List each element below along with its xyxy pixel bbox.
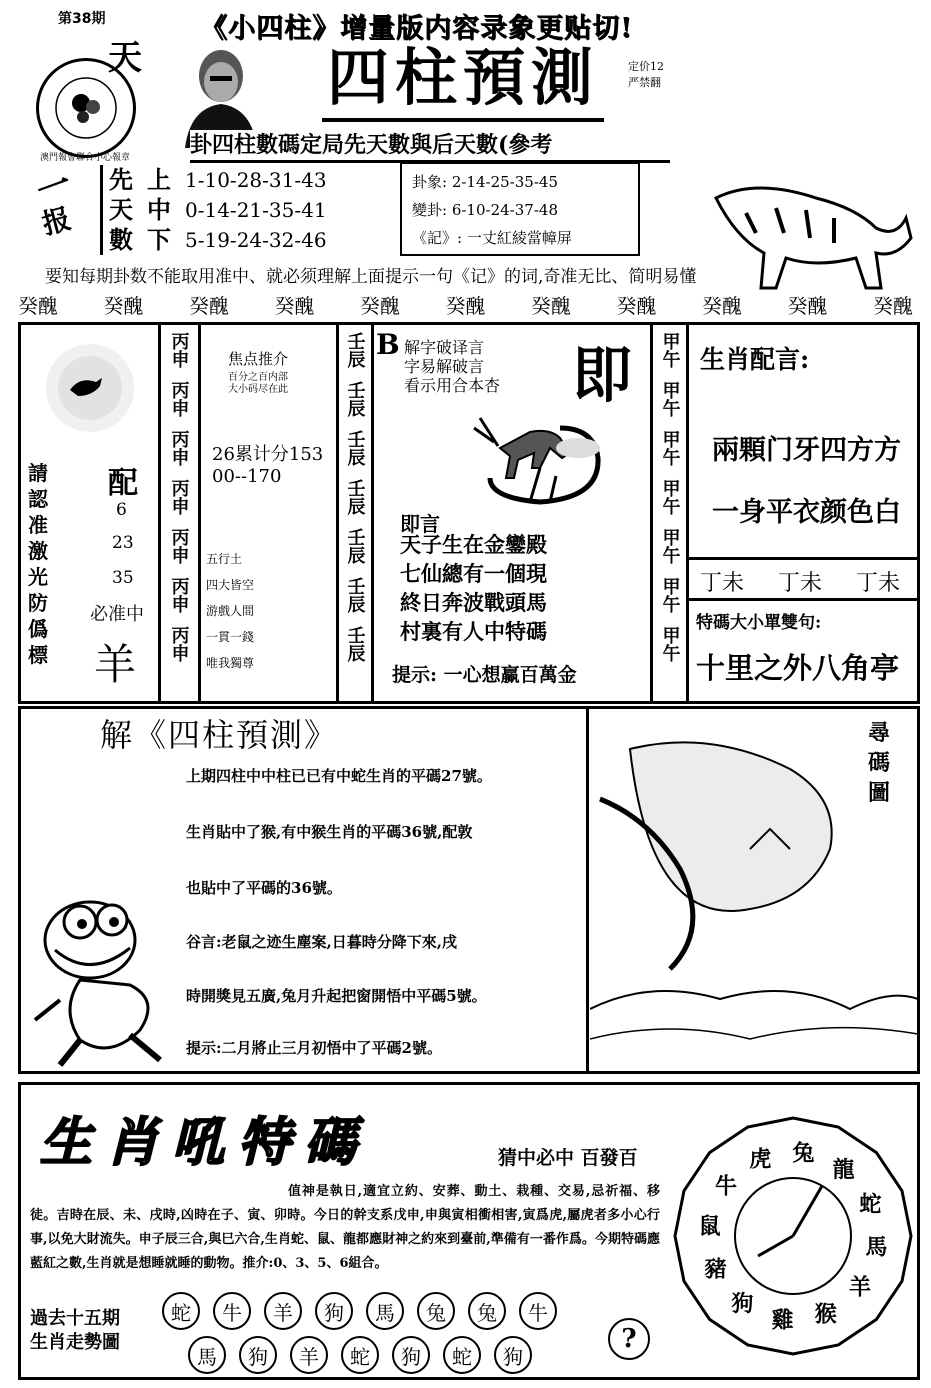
- focus-sub-2: 大小码尽在此: [228, 384, 288, 395]
- slogan-char: 標: [28, 643, 48, 667]
- poem-line: 天子生在金鑾殿: [400, 532, 547, 557]
- trend-ball: 牛: [519, 1292, 557, 1330]
- explain-para: 也貼中了平碼的36號。: [186, 879, 342, 897]
- wheel-label: 羊: [848, 1274, 872, 1301]
- explain-title: 解《四柱預測》: [100, 716, 339, 754]
- pei-label: 配: [108, 466, 138, 501]
- trend-ball: 馬: [188, 1336, 226, 1374]
- riddle-line: 字易解破言: [404, 357, 485, 376]
- xiantian-pos-3: 下: [147, 225, 171, 254]
- wheel-label: 雞: [771, 1307, 794, 1334]
- explain-para: 谷言:老鼠之迹生塵案,日暮時分降下來,戌: [186, 933, 457, 951]
- dingwei-row: [700, 566, 900, 597]
- bottom-banner: 生肖吼特碼: [40, 1112, 371, 1173]
- jiawu-item: 甲午: [659, 430, 681, 466]
- bingshen-item: 丙申: [168, 332, 190, 368]
- guichou-item: 癸醜: [189, 294, 229, 318]
- xiantian-label-1: 先: [109, 165, 133, 194]
- guichou-item: 癸醜: [18, 294, 58, 318]
- jiawu-item: 甲午: [659, 332, 681, 368]
- riddle-lines: [404, 338, 500, 395]
- trend-ball: 蛇: [443, 1336, 481, 1374]
- jiawu-item: 甲午: [659, 479, 681, 515]
- frog-mascot: [20, 890, 190, 1070]
- renchen-item: 壬辰: [344, 528, 366, 564]
- map-label-char: 圖: [868, 780, 891, 806]
- focus-item: 四大皆空: [206, 578, 255, 592]
- wheel-label: 兔: [792, 1140, 815, 1167]
- riddle-big-char: 即: [572, 341, 632, 411]
- dingwei-item: 丁未: [855, 571, 900, 596]
- pei-number-1: 6: [116, 500, 127, 520]
- slogan-char: 請: [28, 461, 48, 485]
- trend-ball: 牛: [213, 1292, 251, 1330]
- guichou-item: 癸醜: [702, 294, 742, 318]
- zodiac-line-2: 一身平衣颜色白: [712, 497, 901, 528]
- slogan-char: 認: [28, 487, 48, 511]
- explain-para: 時開獎見五廣,兔月升起把窗開悟中平碼5號。: [186, 987, 487, 1005]
- xiantian-block: [100, 165, 371, 255]
- price-label-2: 严禁翻: [628, 76, 661, 89]
- guichou-item: 癸醜: [873, 294, 913, 318]
- focus-item: 唯我獨尊: [206, 656, 255, 670]
- guichou-item: 癸醜: [616, 294, 657, 318]
- seal-text: 澳門報會聯合小心報章: [40, 153, 131, 163]
- trend-ball: 羊: [290, 1336, 328, 1374]
- trend-ball: 兔: [417, 1292, 455, 1330]
- renchen-item: 壬辰: [344, 626, 366, 662]
- vertical-slogan: [28, 460, 48, 668]
- side-char-top: 天: [108, 38, 142, 78]
- price-label: 定价12: [628, 60, 664, 73]
- guichou-item: 癸醜: [445, 294, 486, 318]
- focus-list: [206, 546, 254, 676]
- riddle-line: 解字破译言: [404, 338, 485, 357]
- jiawu-item: 甲午: [659, 577, 681, 613]
- side-char-1: 一: [31, 163, 78, 213]
- seal-stamp: [36, 58, 136, 158]
- renchen-item: 壬辰: [344, 479, 366, 515]
- trend-row-1: [162, 1292, 557, 1330]
- jiawu-item: 甲午: [659, 528, 681, 564]
- bingshen-item: 丙申: [168, 626, 190, 662]
- trend-ball: 狗: [239, 1336, 277, 1374]
- trend-row-2: [188, 1336, 532, 1374]
- jiawu-item: 甲午: [659, 381, 681, 417]
- explain-para: 提示:二月將止三月初悟中了平碼2號。: [186, 1039, 442, 1057]
- gua-row-3: 《記》: 一丈紅綾當幛屏: [412, 229, 572, 247]
- bingshen-column: [163, 332, 195, 662]
- focus-title: 焦点推介: [228, 350, 289, 368]
- zodiac-wheel: [672, 1106, 914, 1366]
- dingwei-item: 丁未: [777, 571, 822, 596]
- xiantian-label-2: 天: [109, 195, 133, 224]
- wheel-label: 猴: [814, 1301, 837, 1328]
- trend-ball: 蛇: [162, 1292, 200, 1330]
- map-label-char: 尋: [868, 720, 891, 746]
- xiantian-row-2: 0-14-21-35-41: [185, 198, 327, 222]
- pei-number-2: 23: [112, 533, 134, 553]
- yang-char: 羊: [94, 640, 137, 689]
- trend-ball: 狗: [315, 1292, 353, 1330]
- trend-ball: 蛇: [341, 1336, 379, 1374]
- riddle-line: 看示用合本杏: [404, 376, 501, 395]
- slogan-char: 准: [28, 513, 48, 537]
- focus-item: 五行土: [206, 552, 243, 566]
- bingshen-item: 丙申: [168, 430, 190, 466]
- guichou-item: 癸醜: [274, 294, 315, 318]
- bottom-text: 值神是執日,適宜立約、安葬、動土、栽種、交易,忌祈福、移徒。吉時在辰、未、戌時,凶時在子、寅、卯時。今日的幹支系戊申,申與寅相衝相害,寅爲虎,屬虎者多小心行事,以免大財流失。申子辰三合,與巳六合,生肖蛇、鼠、龍都應財神之約來到臺前,準備有一番作爲。今期特碼應藍紅之數,生肖就是想睡就睡的動物。推介:0、3、5、6組合。: [30, 1184, 660, 1271]
- wheel-label: 虎: [749, 1146, 772, 1173]
- renchen-item: 壬辰: [344, 577, 366, 613]
- past-label-1: 過去十五期: [30, 1308, 120, 1329]
- wheel-label: 狗: [731, 1291, 754, 1317]
- trend-ball: 馬: [366, 1292, 404, 1330]
- past-label-2: 生肖走勢圖: [30, 1332, 120, 1353]
- xiantian-row-1: 1-10-28-31-43: [185, 168, 327, 192]
- dingwei-item: 丁未: [700, 571, 745, 596]
- gua-row-1: 卦象: 2-14-25-35-45: [412, 173, 558, 191]
- trend-ball: 羊: [264, 1292, 302, 1330]
- bottom-tag: 猜中必中 百發百: [498, 1147, 638, 1169]
- side-char-2: 报: [38, 201, 75, 242]
- guichou-item: 癸醜: [531, 294, 571, 318]
- explain-para: 生肖貼中了猴,有中猴生肖的平碼36號,配敦: [186, 823, 473, 841]
- poem-line: 終日奔波戰頭馬: [400, 590, 547, 615]
- riddle-poem: [400, 530, 547, 646]
- riddle-hint: 提示: 一心想赢百萬金: [392, 664, 577, 686]
- zodiac-sub: 特碼大小單雙句:: [696, 613, 822, 633]
- trend-ball: 兔: [468, 1292, 506, 1330]
- zodiac-title: 生肖配言:: [700, 345, 810, 374]
- focus-line-1: 26累计分153: [212, 444, 324, 465]
- riddle-ji-yan: 即言: [400, 512, 440, 536]
- wheel-label: 馬: [865, 1234, 888, 1261]
- guichou-item: 癸醜: [360, 294, 400, 318]
- wheel-label: 蛇: [859, 1191, 882, 1218]
- subtitle-bar: 卦四柱數碼定局先天數與后天數(參考: [190, 130, 670, 163]
- guichou-row: [18, 290, 913, 320]
- renchen-column: [340, 332, 370, 662]
- xiantian-row-3: 5-19-24-32-46: [185, 228, 327, 252]
- zodiac-line-1: 兩顆门牙四方方: [712, 435, 901, 466]
- slogan-char: 光: [28, 565, 48, 589]
- trend-ball: 狗: [494, 1336, 532, 1374]
- slogan-char: 僞: [28, 617, 48, 641]
- map-label-char: 碼: [868, 750, 891, 776]
- issue-number: 第38期: [58, 11, 106, 27]
- guichou-item: 癸醜: [103, 294, 144, 318]
- poem-line: 村裏有人中特碼: [400, 619, 547, 644]
- deer-illustration: [470, 398, 610, 506]
- bingshen-item: 丙申: [168, 479, 190, 515]
- map-label: [868, 718, 890, 808]
- zodiac-big: 十里之外八角亭: [696, 651, 900, 685]
- xiantian-pos-1: 上: [147, 165, 171, 194]
- jiawu-column: [654, 332, 686, 662]
- bizhun-label: 必准中: [90, 604, 144, 625]
- trend-ball: 狗: [392, 1336, 430, 1374]
- wheel-label: 鼠: [698, 1213, 721, 1240]
- banner-headline: 《小四柱》增量版内容录象更贴切!: [200, 13, 633, 44]
- pei-number-3: 35: [112, 568, 134, 588]
- xiantian-pos-2: 中: [147, 195, 171, 224]
- main-title: 四柱預測: [322, 38, 604, 122]
- riddle-letter: B: [376, 328, 400, 361]
- explain-para: 上期四柱中中柱已已有中蛇生肖的平碼27號。: [186, 767, 492, 785]
- slogan-char: 防: [28, 591, 48, 615]
- seal-art-icon: [39, 61, 133, 155]
- renchen-item: 壬辰: [344, 430, 366, 466]
- question-mark: ?: [608, 1318, 650, 1360]
- wheel-label: 牛: [714, 1173, 738, 1200]
- instruction-note: 要知每期卦数不能取用准中、就必须理解上面提示一句《记》的词,奇准无比、简明易懂: [45, 267, 697, 287]
- focus-item: 游戲人間: [206, 604, 255, 618]
- focus-sub-1: 百分之百内部: [228, 372, 288, 383]
- guichou-item: 癸醜: [787, 294, 828, 318]
- focus-item: 一貫一錢: [206, 630, 255, 644]
- focus-line-2: 00--170: [212, 466, 282, 487]
- bingshen-item: 丙申: [168, 577, 190, 613]
- renchen-item: 壬辰: [344, 381, 366, 417]
- xiantian-label-3: 數: [109, 225, 133, 254]
- jiawu-item: 甲午: [659, 626, 681, 662]
- poem-line: 七仙總有一個現: [400, 561, 547, 586]
- wheel-label: 龍: [832, 1157, 855, 1183]
- bingshen-item: 丙申: [168, 381, 190, 417]
- wheel-label: 豬: [704, 1256, 727, 1283]
- sun-graphic: [30, 338, 140, 438]
- slogan-char: 激: [28, 539, 48, 563]
- bingshen-item: 丙申: [168, 528, 190, 564]
- gua-row-2: 變卦: 6-10-24-37-48: [412, 201, 558, 219]
- zodiac-wheel-graphic: [672, 1106, 914, 1366]
- gua-block: [400, 162, 640, 256]
- renchen-item: 壬辰: [344, 332, 366, 368]
